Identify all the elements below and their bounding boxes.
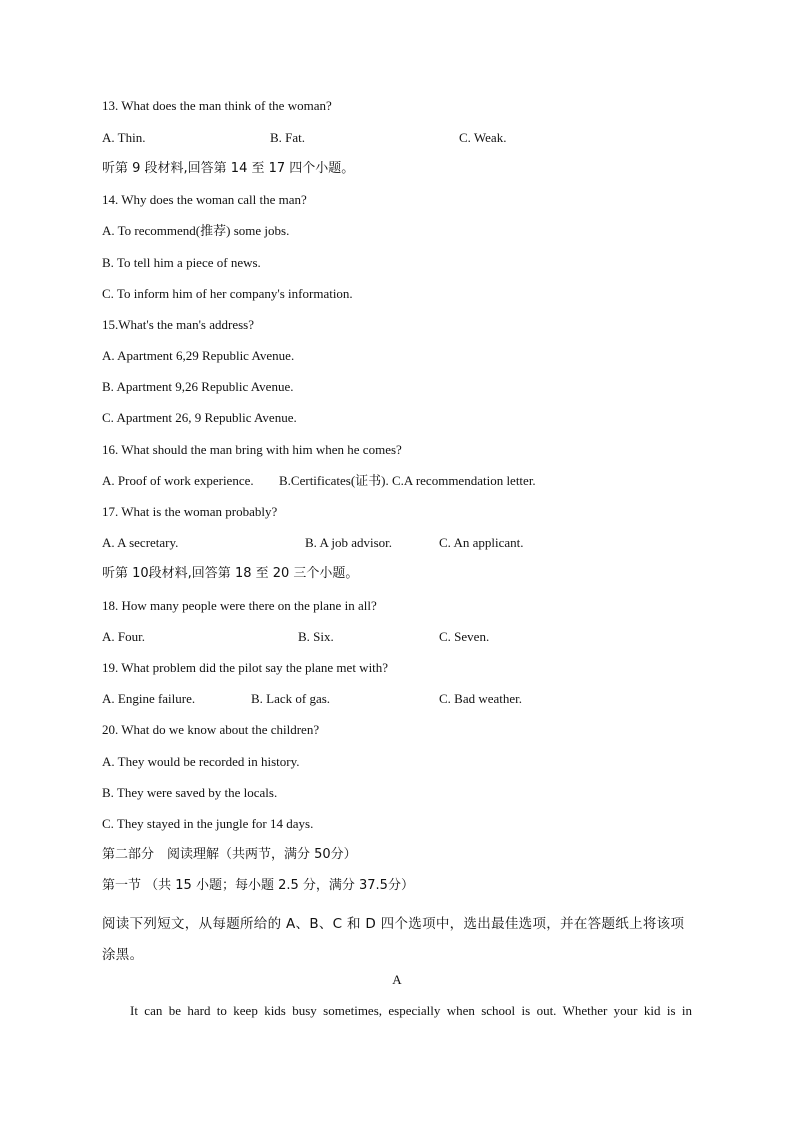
reading-instructions: 阅读下列短文，从每题所给的 A、B、C 和 D 四个选项中，选出最佳选项，并在答题纸上将该项涂黑。: [102, 916, 685, 963]
q14-option-a: A. To recommend(推荐) some jobs.: [102, 223, 290, 238]
q18-option-a: A. Four.: [102, 629, 145, 644]
q17-option-c: C. An applicant.: [439, 535, 524, 550]
q20-option-b: B. They were saved by the locals.: [102, 785, 278, 800]
question-14: 14. Why does the woman call the man?: [102, 192, 307, 207]
question-19: 19. What problem did the pilot say the plane met with?: [102, 660, 389, 675]
section-9-instruction: 听第 9 段材料,回答第 14 至 17 四个小题。: [102, 161, 355, 176]
question-18: 18. How many people were there on the plane in all?: [102, 598, 377, 613]
question-17: 17. What is the woman probably?: [102, 504, 278, 519]
section-1-heading: 第一节 （共 15 小题；每小题 2.5 分，满分 37.5分）: [102, 878, 414, 893]
section-10-instruction: 听第 10段材料,回答第 18 至 20 三个小题。: [102, 566, 359, 581]
question-20: 20. What do we know about the children?: [102, 722, 320, 737]
q17-option-a: A. A secretary.: [102, 535, 179, 550]
question-15: 15.What's the man's address?: [102, 317, 254, 332]
q20-option-a: A. They would be recorded in history.: [102, 754, 300, 769]
q15-option-b: B. Apartment 9,26 Republic Avenue.: [102, 379, 294, 394]
q13-option-c: C. Weak.: [459, 130, 507, 145]
q19-option-b: B. Lack of gas.: [251, 691, 331, 706]
q19-option-c: C. Bad weather.: [439, 691, 523, 706]
q14-option-b: B. To tell him a piece of news.: [102, 255, 261, 270]
q15-option-a: A. Apartment 6,29 Republic Avenue.: [102, 348, 295, 363]
q16-option-a: A. Proof of work experience.: [102, 473, 254, 488]
passage-label: A: [392, 972, 402, 987]
q18-option-c: C. Seven.: [439, 629, 490, 644]
q16-option-bc: B.Certificates(证书). C.A recommendation letter.: [279, 473, 536, 488]
q13-option-b: B. Fat.: [270, 130, 306, 145]
passage-first-line: It can be hard to keep kids busy sometimes, especially when school is out. Whether your kid is in: [130, 1003, 692, 1018]
q20-option-c: C. They stayed in the jungle for 14 days.: [102, 816, 314, 831]
q13-option-a: A. Thin.: [102, 130, 146, 145]
q15-option-c: C. Apartment 26, 9 Republic Avenue.: [102, 410, 297, 425]
q18-option-b: B. Six.: [298, 629, 334, 644]
q17-option-b: B. A job advisor.: [305, 535, 393, 550]
question-16: 16. What should the man bring with him when he comes?: [102, 442, 402, 457]
question-13: 13. What does the man think of the woman?: [102, 98, 332, 113]
part-2-heading: 第二部分 阅读理解（共两节，满分 50分）: [102, 847, 357, 862]
q19-option-a: A. Engine failure.: [102, 691, 196, 706]
q14-option-c: C. To inform him of her company's information.: [102, 286, 353, 301]
